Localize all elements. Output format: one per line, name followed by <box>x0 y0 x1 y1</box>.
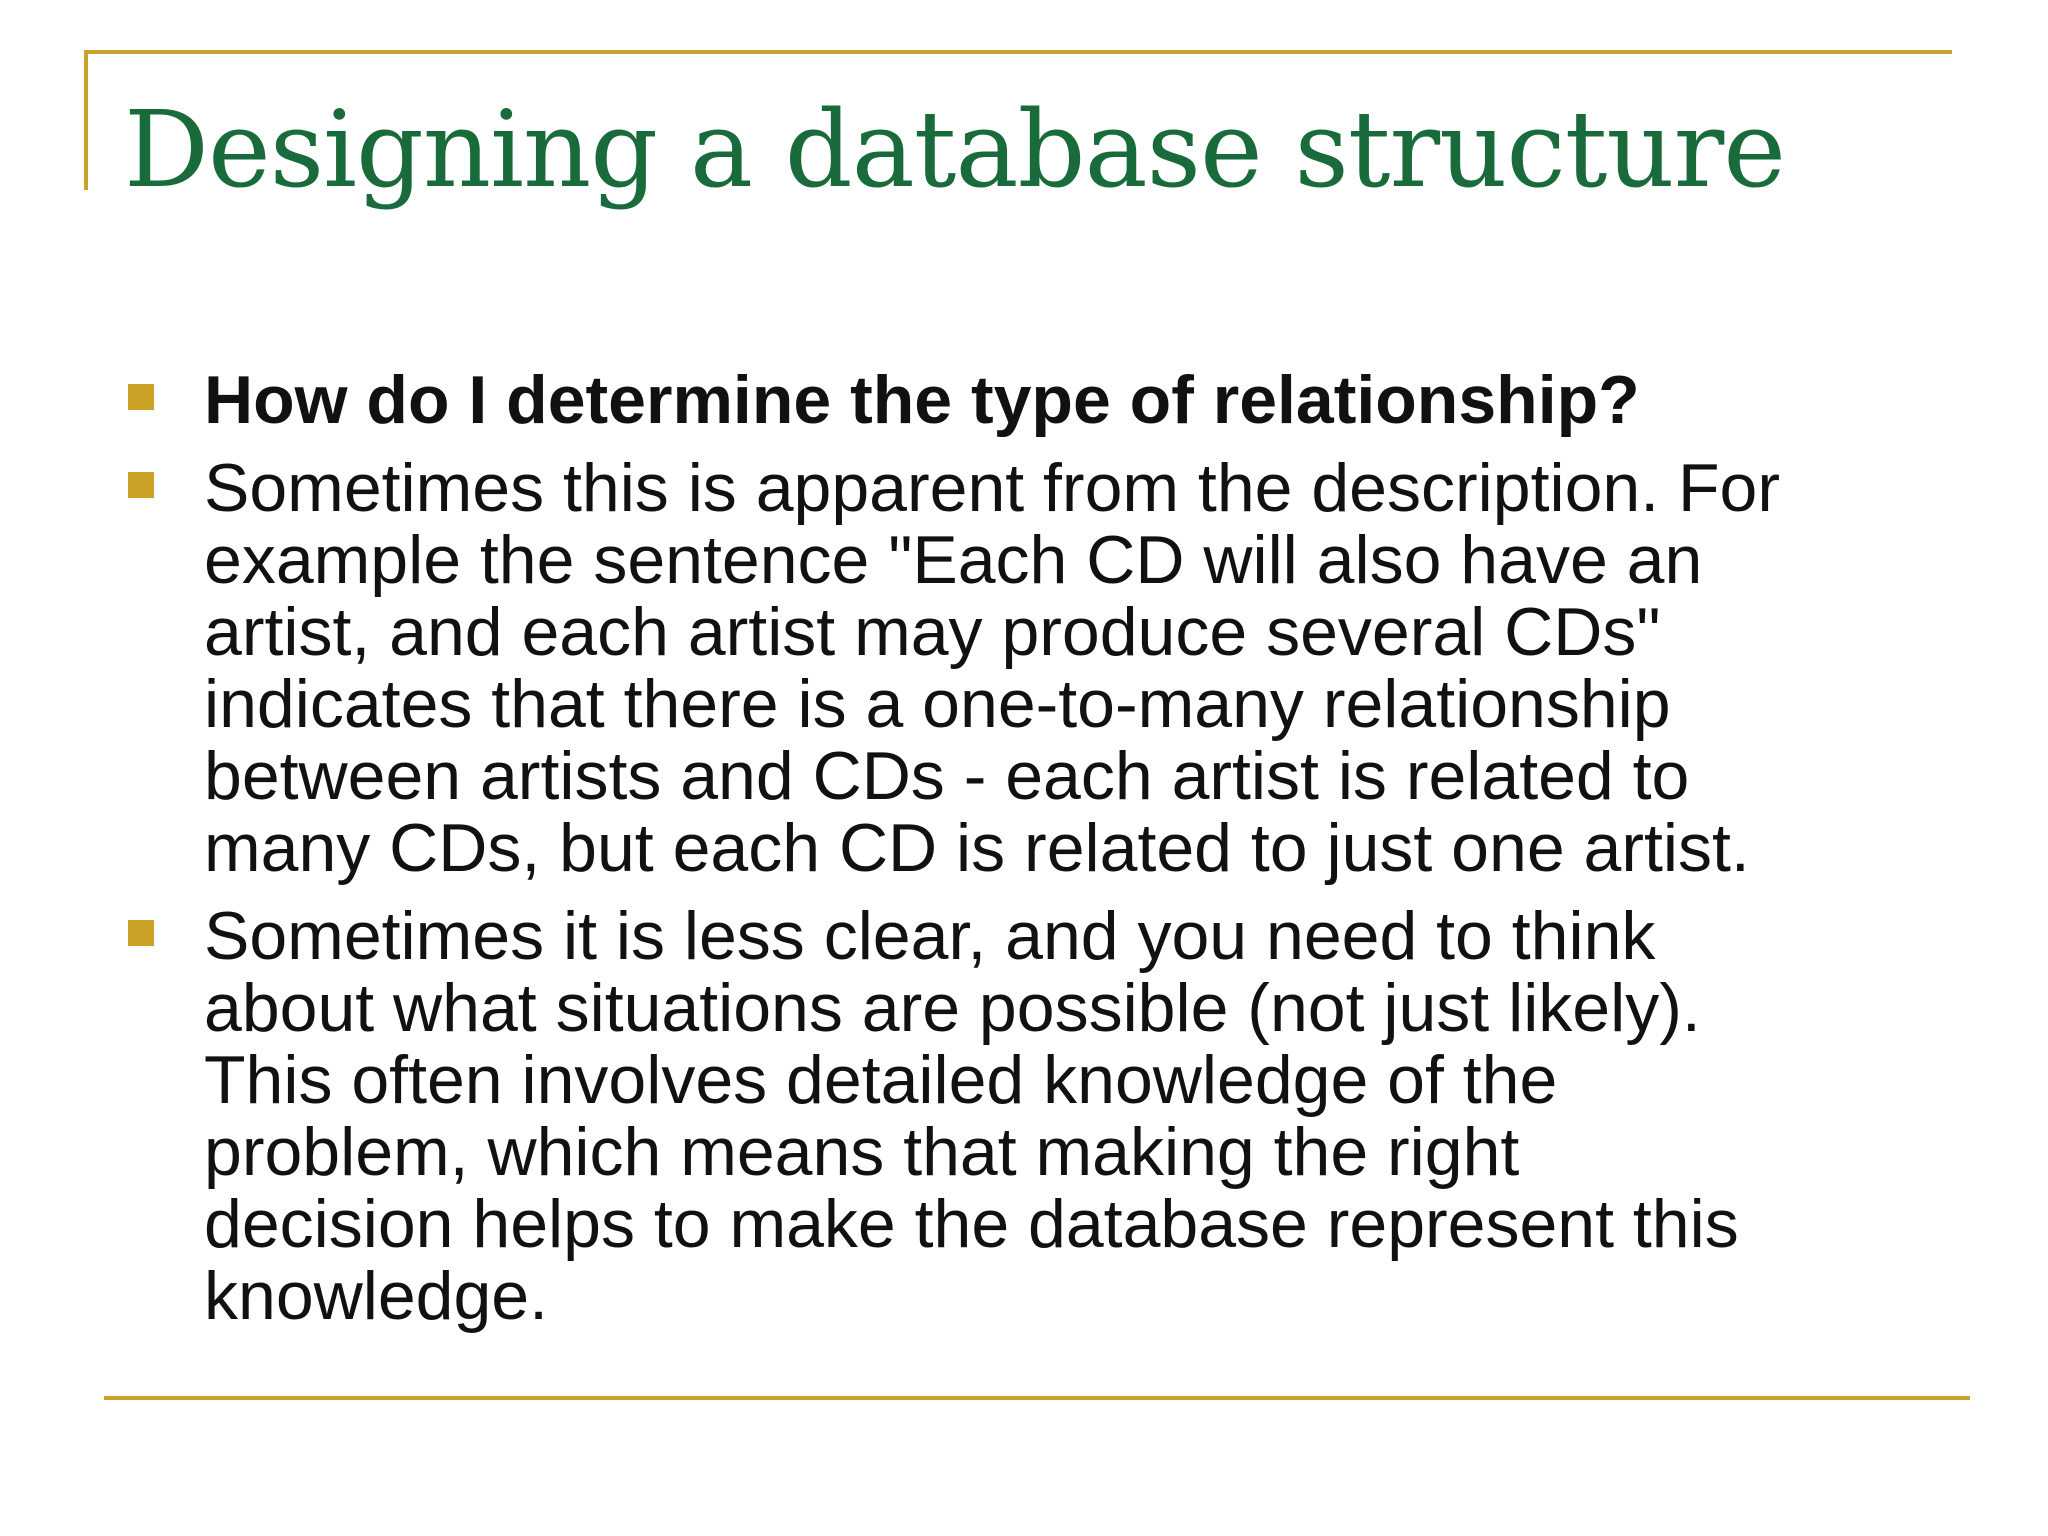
bullet-line: artist, and each artist may produce several CDs" <box>204 594 1661 670</box>
bullet-line: between artists and CDs - each artist is related to <box>204 738 1690 814</box>
slide-title: Designing a database structure <box>124 88 1786 211</box>
bullet-item-question <box>124 364 1984 436</box>
bullet-line: Sometimes this is apparent from the description. For <box>204 450 1780 526</box>
bullet-text <box>204 900 1984 1332</box>
bullet-line: many CDs, but each CD is related to just one artist. <box>204 810 1750 886</box>
bullet-item-less-clear <box>124 900 1984 1332</box>
bullet-text <box>204 364 1984 436</box>
square-bullet-icon <box>128 920 154 946</box>
left-border-line <box>84 50 88 190</box>
bullet-line: indicates that there is a one-to-many relationship <box>204 666 1671 742</box>
bullet-line: This often involves detailed knowledge of the <box>204 1042 1558 1118</box>
square-bullet-icon <box>128 472 154 498</box>
square-bullet-icon <box>128 384 154 410</box>
bullet-line: How do I determine the type of relationship? <box>204 362 1640 438</box>
bullet-line: decision helps to make the database represent this <box>204 1186 1739 1262</box>
bullet-line: knowledge. <box>204 1258 549 1334</box>
bottom-border-line <box>104 1396 1970 1400</box>
bullet-list <box>124 364 1984 1348</box>
top-border-line <box>84 50 1952 54</box>
bullet-line: example the sentence "Each CD will also have an <box>204 522 1703 598</box>
bullet-item-apparent <box>124 452 1984 884</box>
bullet-line: problem, which means that making the right <box>204 1114 1520 1190</box>
bullet-line: Sometimes it is less clear, and you need to think <box>204 898 1656 974</box>
bullet-text <box>204 452 1984 884</box>
bullet-line: about what situations are possible (not just likely). <box>204 970 1701 1046</box>
